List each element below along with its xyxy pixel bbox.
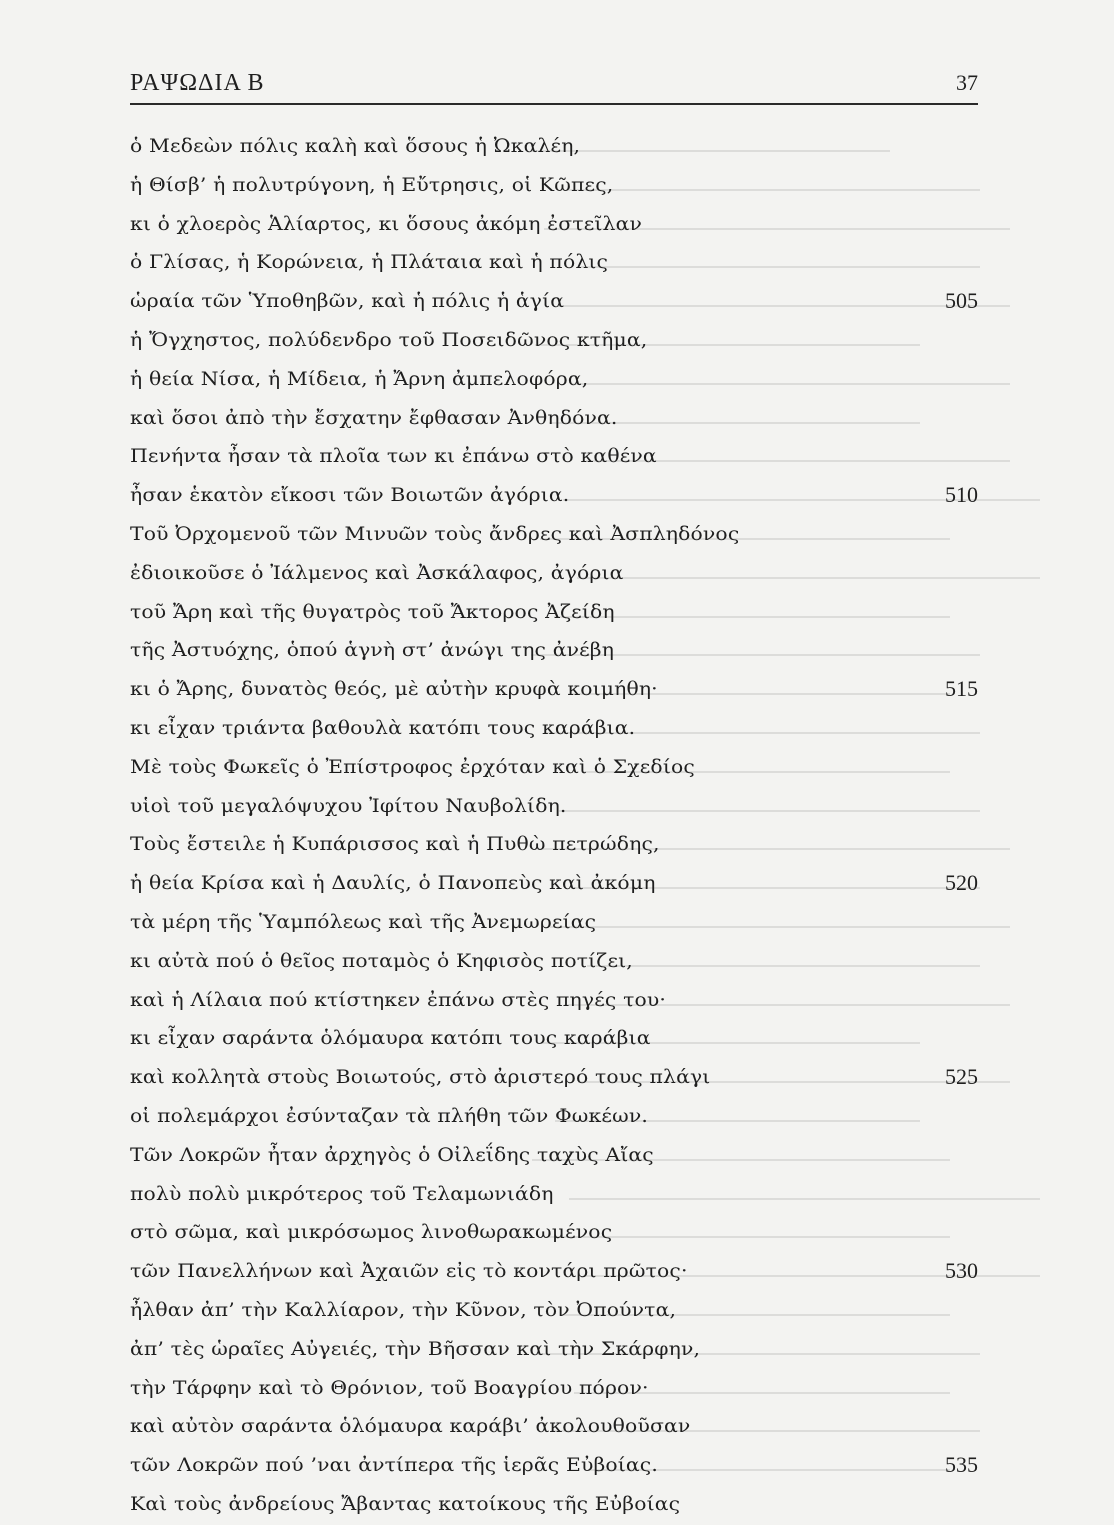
verse-text: τῶν Πανελλήνων καὶ Ἀχαιῶν εἰς τὸ κοντάρι πρῶτος· [130, 1260, 688, 1283]
page-number: 37 [956, 70, 978, 95]
line-number: 530 [945, 1258, 978, 1284]
line-number: 520 [945, 870, 978, 896]
verse-line [130, 670, 978, 709]
verse-text: κι αὐτὰ πού ὁ θεῖος ποταμὸς ὁ Κηφισὸς ποτίζει, [130, 949, 633, 972]
verse-text: Τοὺς ἔστειλε ἡ Κυπάρισσος καὶ ἡ Πυθὼ πετρώδης, [130, 833, 660, 856]
line-number: 525 [945, 1064, 978, 1090]
verse-text: υἱοὶ τοῦ μεγαλόψυχου Ἰφίτου Ναυβολίδη. [130, 794, 567, 817]
verse-text: κι ὁ Ἄρης, δυνατὸς θεός, μὲ αὐτὴν κρυφὰ κοιμήθη· [130, 678, 658, 701]
verse-line [130, 593, 978, 632]
verse-line [130, 942, 978, 981]
verse-text: τὴν Τάρφην καὶ τὸ Θρόνιον, τοῦ Βοαγρίου πόρον· [130, 1376, 649, 1399]
verse-text: κι εἶχαν σαράντα ὁλόμαυρα κατόπι τους καράβια [130, 1027, 651, 1050]
verse-line [130, 631, 978, 670]
verse-text: κι ὁ χλοερὸς Ἁλίαρτος, κι ὅσους ἀκόμη ἐστεῖλαν [130, 212, 643, 235]
verse-text: Τοῦ Ὀρχομενοῦ τῶν Μινυῶν τοὺς ἄνδρες καὶ Ἀσπληδόνος [130, 522, 740, 545]
verse-text: ἐδιοικοῦσε ὁ Ἰάλμενος καὶ Ἀσκάλαφος, ἀγόρια [130, 561, 624, 584]
verse-line [130, 1330, 978, 1369]
verse-line [130, 360, 978, 399]
line-number: 505 [945, 288, 978, 314]
verse-line [130, 1136, 978, 1175]
verse-line [130, 282, 978, 321]
verse-text: οἱ πολεμάρχοι ἐσύνταζαν τὰ πλήθη τῶν Φωκέων. [130, 1104, 648, 1127]
page-header [130, 70, 978, 102]
line-number: 535 [945, 1452, 978, 1478]
verse-line [130, 903, 978, 942]
verse-line [130, 864, 978, 903]
verse-text: πολὺ πολὺ μικρότερος τοῦ Τελαμωνιάδη [130, 1182, 554, 1205]
verse-text: Μὲ τοὺς Φωκεῖς ὁ Ἐπίστροφος ἐρχόταν καὶ ὁ Σχεδίος [130, 755, 695, 778]
verse-text: ὡραία τῶν Ὑποθηβῶν, καὶ ἡ πόλις ἡ ἁγία [130, 290, 565, 313]
verse-line [130, 787, 978, 826]
verse-line [130, 1213, 978, 1252]
verse-text: τοῦ Ἄρη καὶ τῆς θυγατρὸς τοῦ Ἄκτορος Ἀζείδη [130, 600, 615, 623]
verse-line [130, 127, 978, 166]
verse-text: καὶ ἡ Λίλαια πού κτίστηκεν ἐπάνω στὲς πηγές του· [130, 988, 667, 1011]
verse-line [130, 554, 978, 593]
verse-line [130, 1485, 978, 1524]
verse-line [130, 205, 978, 244]
verse-line [130, 748, 978, 787]
header-rule [130, 103, 978, 105]
running-head: ΡΑΨΩΔΙΑ Β [130, 70, 265, 96]
verse-text: ἀπ’ τὲς ὡραῖες Αὐγειές, τὴν Βῆσσαν καὶ τὴν Σκάρφην, [130, 1337, 701, 1360]
verse-text: ἦλθαν ἀπ’ τὴν Καλλίαρον, τὴν Κῦνον, τὸν Ὀπούντα, [130, 1298, 677, 1321]
verse-line [130, 825, 978, 864]
verse-line [130, 981, 978, 1020]
verse-text: ἡ Ὄγχηστος, πολύδενδρο τοῦ Ποσειδῶνος κτῆμα, [130, 328, 648, 351]
verse-text: τῆς Ἀστυόχης, ὁπού ἁγνὴ στ’ ἀνώγι της ἀνέβη [130, 639, 615, 662]
verse-line [130, 399, 978, 438]
verse-line [130, 1019, 978, 1058]
verse-line [130, 321, 978, 360]
verse-line [130, 1291, 978, 1330]
verse-text: ἡ Θίσβ’ ἡ πολυτρύγονη, ἡ Εὔτρησις, οἱ Κῶπες, [130, 173, 614, 196]
verse-line [130, 476, 978, 515]
verse-text: ἡ θεία Νίσα, ἡ Μίδεια, ἡ Ἄρνη ἀμπελοφόρα, [130, 367, 589, 390]
verse-line [130, 1058, 978, 1097]
verse-text: στὸ σῶμα, καὶ μικρόσωμος λινοθωρακωμένος [130, 1221, 613, 1244]
verse-line [130, 709, 978, 748]
verse-text: Πενήντα ἦσαν τὰ πλοῖα των κι ἐπάνω στὸ καθένα [130, 445, 657, 468]
verse-line [130, 1407, 978, 1446]
verse-text: καὶ αὐτὸν σαράντα ὁλόμαυρα καράβι’ ἀκολουθοῦσαν [130, 1415, 691, 1438]
line-number: 515 [945, 676, 978, 702]
verse-line [130, 1175, 978, 1214]
verse-line [130, 1252, 978, 1291]
verse-line [130, 1097, 978, 1136]
verse-text: κι εἶχαν τριάντα βαθουλὰ κατόπι τους καράβια. [130, 716, 636, 739]
line-number: 510 [945, 482, 978, 508]
verse-line [130, 1446, 978, 1485]
verse-line [130, 243, 978, 282]
verse-line [130, 437, 978, 476]
verse-text: Καὶ τοὺς ἀνδρείους Ἄβαντας κατοίκους τῆς Εὐβοίας [130, 1492, 681, 1515]
verse-text: ὁ Γλίσας, ἡ Κορώνεια, ἡ Πλάταια καὶ ἡ πόλις [130, 251, 609, 274]
verse-text: καὶ κολλητὰ στοὺς Βοιωτούς, στὸ ἀριστερό τους πλάγι [130, 1066, 711, 1089]
verse-text: τῶν Λοκρῶν πού ’ναι ἀντίπερα τῆς ἱερᾶς Εὐβοίας. [130, 1454, 658, 1477]
verse-text: ἦσαν ἑκατὸν εἴκοσι τῶν Βοιωτῶν ἀγόρια. [130, 484, 570, 507]
verse-text: τὰ μέρη τῆς Ὑαμπόλεως καὶ τῆς Ἀνεμωρείας [130, 910, 597, 933]
verse-text: Τῶν Λοκρῶν ἦταν ἀρχηγὸς ὁ Οἰλεΐδης ταχὺς Αἴας [130, 1143, 654, 1166]
verse-text: ὁ Μεδεὼν πόλις καλὴ καὶ ὅσους ἡ Ὠκαλέη, [130, 135, 581, 157]
verse-list [130, 127, 978, 1524]
verse-text: καὶ ὅσοι ἀπὸ τὴν ἔσχατην ἔφθασαν Ἀνθηδόνα. [130, 406, 618, 429]
verse-line [130, 166, 978, 205]
verse-line [130, 1369, 978, 1408]
verse-text: ἡ θεία Κρίσα καὶ ἡ Δαυλίς, ὁ Πανοπεὺς καὶ ἀκόμη [130, 872, 656, 895]
verse-line [130, 515, 978, 554]
